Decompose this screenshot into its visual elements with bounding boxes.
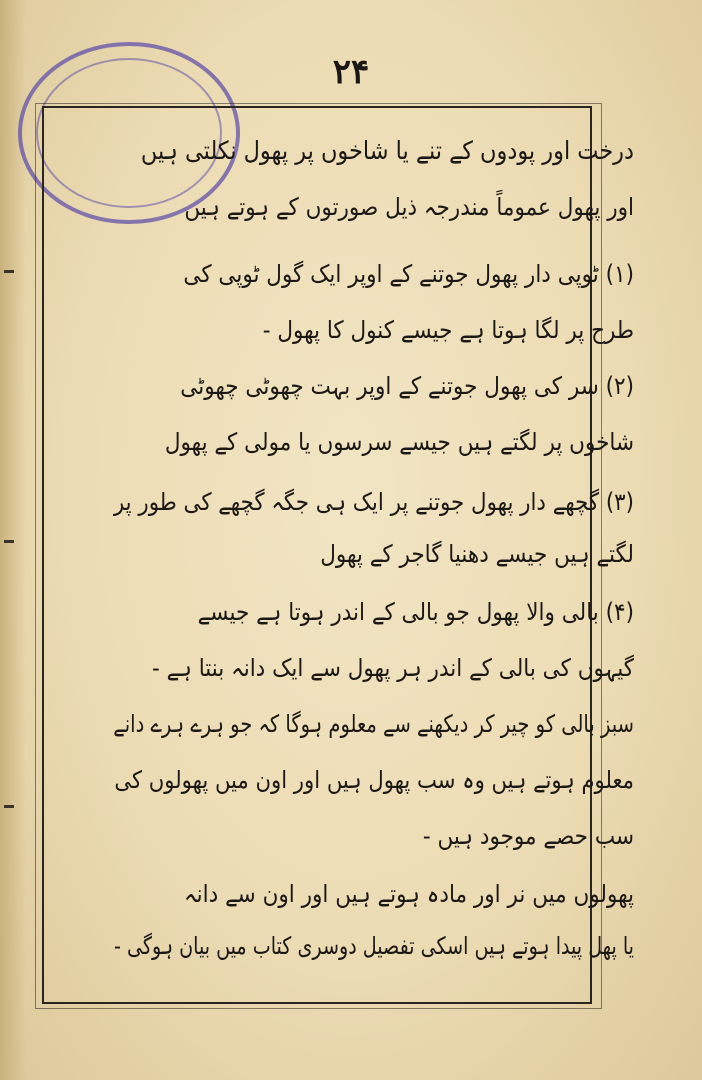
text-line-1: درخت اور پودوں کے تنے یا شاخوں پر پھول نکلتی ہیں — [140, 136, 635, 165]
text-line-11: سبز بالی کو چیر کر دیکھنے سے معلوم ہوگا کہ جو ہرے ہرے دانے — [113, 710, 635, 738]
text-line-7: (۳) گچھے دار پھول جوتنے پر ایک ہی جگہ گچھے کی طور پر — [113, 488, 634, 516]
margin-mark — [4, 540, 14, 543]
text-line-15: یا پھل پیدا ہوتے ہیں اسکی تفصیل دوسری کتاب میں بیان ہوگی - — [113, 932, 634, 960]
text-line-10: گیہوں کی بالی کے اندر ہر پھول سے ایک دانہ بنتا ہے - — [152, 654, 634, 682]
text-line-6: شاخوں پر لگتے ہیں جیسے سرسوں یا مولی کے پھول — [164, 428, 635, 456]
text-line-3: (۱) ٹوپی دار پھول جوتنے کے اوپر ایک گول ٹوپی کی — [183, 260, 634, 288]
text-line-12: معلوم ہوتے ہیں وہ سب پھول ہیں اور اون میں پھولوں کی — [114, 766, 634, 794]
text-line-8: لگتے ہیں جیسے دھنیا گاجر کے پھول — [320, 540, 634, 568]
text-line-4: طرح پر لگا ہوتا ہے جیسے کنول کا پھول - — [262, 316, 634, 344]
text-line-13: سب حصے موجود ہیں - — [422, 822, 634, 850]
text-line-9: (۴) بالی والا پھول جو بالی کے اندر ہوتا ہے جیسے — [197, 598, 634, 626]
page-number: ۲۴ — [332, 52, 370, 92]
margin-mark — [4, 805, 14, 808]
text-line-14: پھولوں میں نر اور مادہ ہوتے ہیں اور اون سے دانہ — [184, 880, 634, 908]
text-line-2: اور پھول عموماً مندرجہ ذیل صورتوں کے ہوتے ہیں — [184, 193, 634, 221]
margin-mark — [4, 270, 14, 273]
text-line-5: (۲) سر کی پھول جوتنے کے اوپر بہت چھوٹی چھوٹی — [180, 372, 634, 400]
